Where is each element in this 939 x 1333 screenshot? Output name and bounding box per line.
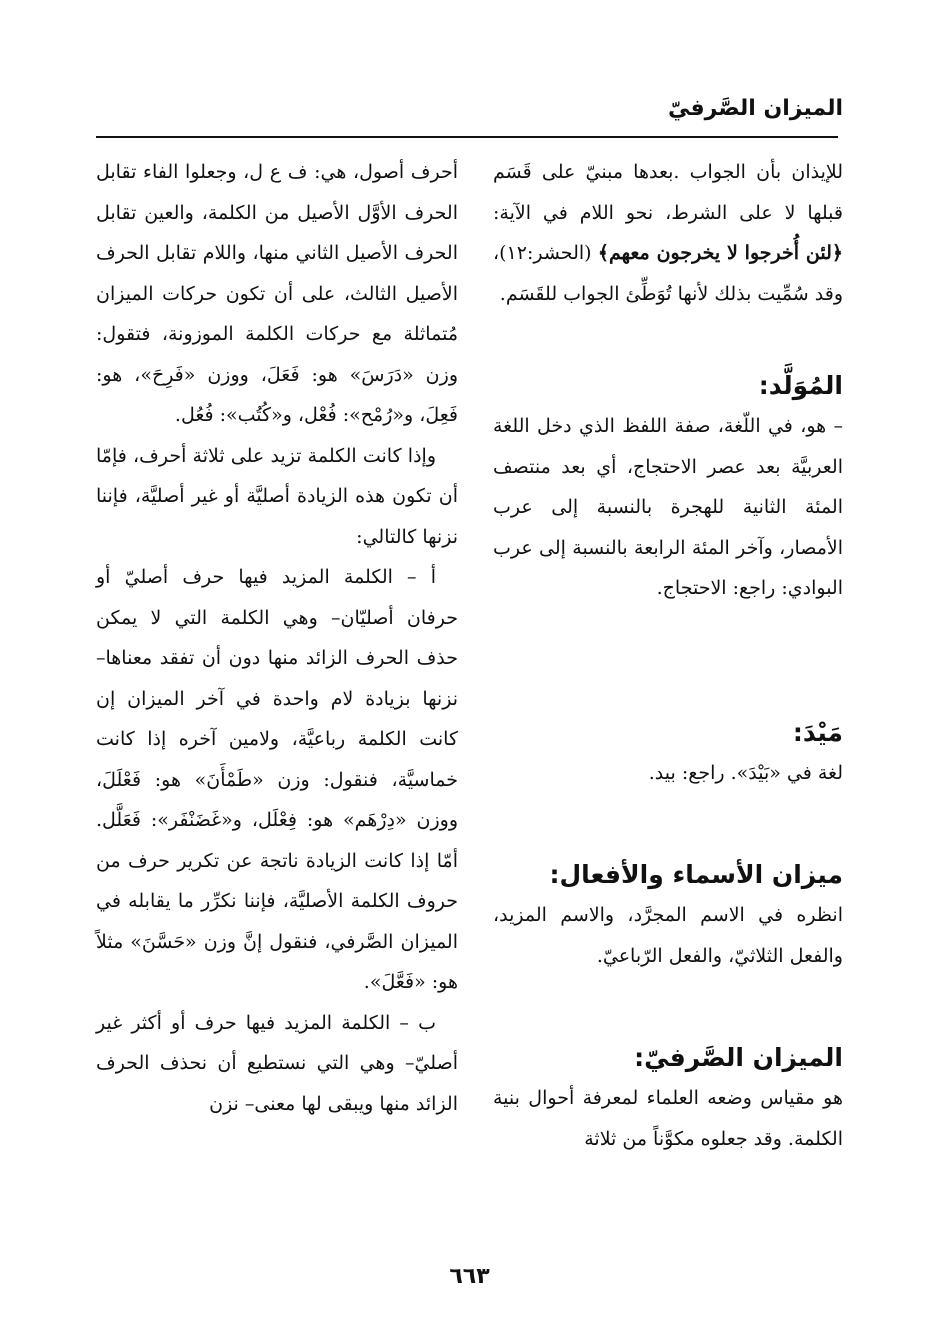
intro-paragraph bbox=[493, 152, 843, 314]
left-column bbox=[96, 152, 458, 1124]
page-number: ٦٦٣ bbox=[449, 1264, 490, 1289]
entry-body-muwallad: – هو، في اللّغة، صفة اللفظ الذي دخل اللغة العربيَّة بعد عصر الاحتجاج، أي بعد منتصف المئة الثانية للهجرة بالنسبة إلى عرب الأمصار، وآخر المئة الرابعة بالنسبة إلى عرب البوادي: راجع: الاحتجاج. bbox=[493, 415, 843, 599]
entry-title-mizan-asma: ميزان الأسماء والأفعال: bbox=[549, 860, 843, 889]
entry-body-mayda: لغة في «بَيْدَ». راجع: بيد. bbox=[648, 761, 843, 784]
intro-text-after-quote: (الحشر:١٢)، وقد سُمِّيت بذلك لأنها تُوَطِّئ الجواب للقَسَم. bbox=[493, 242, 843, 305]
right-column bbox=[493, 152, 843, 1159]
entry-title-mizan-sarfi: الميزان الصَّرفيّ: bbox=[634, 1043, 843, 1072]
entry-title-muwallad: المُوَلَّد: bbox=[758, 371, 843, 400]
entry-body-mizan-asma: انظره في الاسم المجرَّد، والاسم المزيد، والفعل الثلاثيّ، والفعل الرّباعيّ. bbox=[493, 904, 843, 967]
quranic-quote: ﴿لئن أُخرجوا لا يخرجون معهم﴾ bbox=[597, 242, 843, 264]
entry-body-mizan-sarfi: هو مقياس وضعه العلماء لمعرفة أحوال بنية الكلمة. وقد جعلوه مكوَّناً من ثلاثة bbox=[493, 1087, 843, 1150]
running-header: الميزان الصَّرفيّ bbox=[667, 96, 843, 121]
header-divider bbox=[96, 136, 838, 138]
left-paragraph-2: وإذا كانت الكلمة تزيد على ثلاثة أحرف، فإمّا أن تكون هذه الزيادة أصليَّة أو غير أصليَّة، فإننا نزنها كالتالي: bbox=[96, 444, 458, 548]
left-paragraph-1: أحرف أصول، هي: ف ع ل، وجعلوا الفاء تقابل الحرف الأوَّل الأصيل من الكلمة، والعين تقابل الحرف الأصيل الثاني منها، واللام تقابل الحرف الأصيل الثالث، على أن تكون حركات الميزان مُتماثلة مع حركات الكلمة الموزونة، فتقول: وزن «دَرَسَ» هو: فَعَلَ، ووزن «فَرِحَ»، هو: فَعِلَ، و«رُمْح»: فُعْل، و«كُتُب»: فُعُل. bbox=[96, 161, 458, 426]
intro-text-before-quote: للإيذان بأن الجواب .بعدها مبنيّ على قَسَم قبلها لا على الشرط، نحو اللام في الآية: bbox=[493, 161, 843, 224]
left-paragraph-3: أ – الكلمة المزيد فيها حرف أصليّ أو حرفان أصليّان– وهي الكلمة التي لا يمكن حذف الحرف الزائد منها دون أن تفقد معناها– نزنها بزيادة لام واحدة في آخر الميزان إن كانت الكلمة رباعيَّة، ولامين آخره إذا كانت خماسيَّة، فنقول: وزن «طَمْأَنَ» هو: فَعْلَلَ، ووزن «دِرْهَم» هو: فِعْلَل، و«غَضَنْفَر»: فَعَلَّل. أمّا إذا كانت الزيادة ناتجة عن تكرير حرف من حروف الكلمة الأصليَّة، فإننا نكرِّر ما يقابله في الميزان الصَّرفي، فنقول إنَّ وزن «حَسَّنَ» مثلاً هو: «فَعَّلَ». bbox=[96, 566, 458, 993]
left-paragraph-4: ب – الكلمة المزيد فيها حرف أو أكثر غير أصليّ– وهي التي نستطيع أن نحذف الحرف الزائد منها ويبقى لها معنى– نزن bbox=[96, 1011, 458, 1115]
entry-title-mayda: مَيْدَ: bbox=[792, 717, 843, 747]
